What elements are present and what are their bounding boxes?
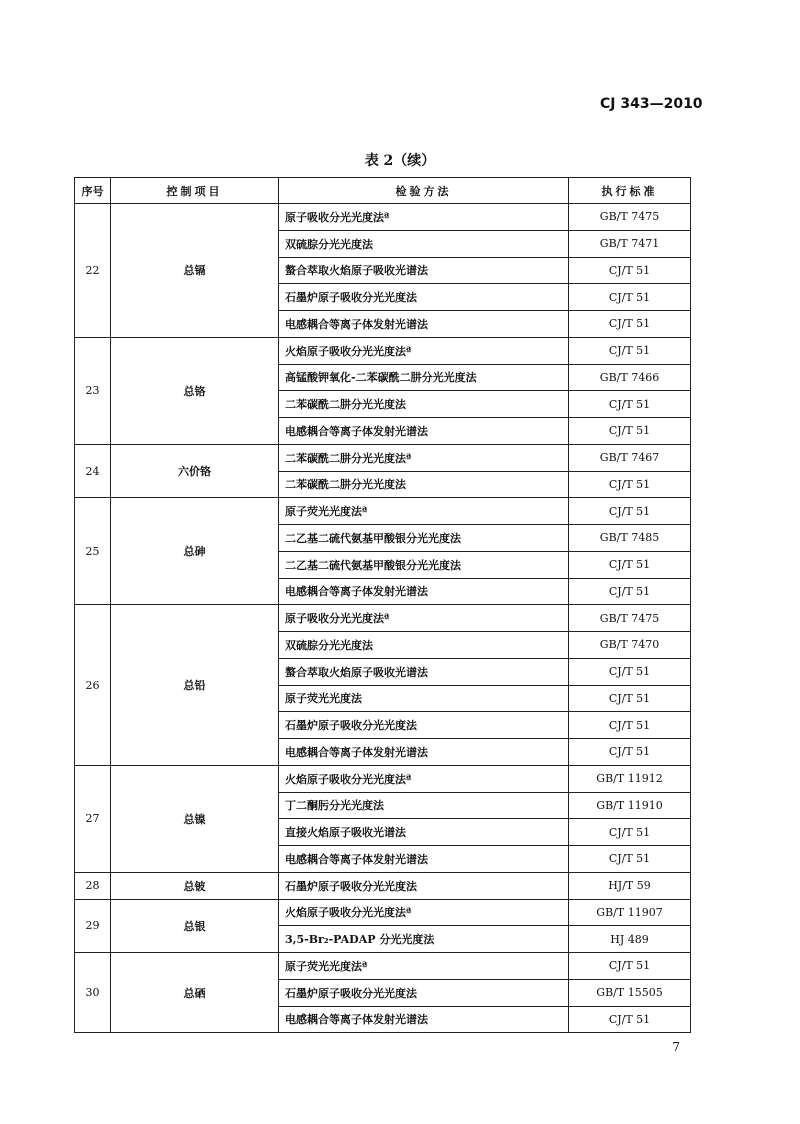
- standard-code: GB/T 11910: [569, 792, 691, 819]
- standard-code: CJ/T 51: [569, 819, 691, 846]
- test-method: 二乙基二硫代氨基甲酸银分光光度法: [279, 551, 569, 578]
- standard-code: CJ/T 51: [569, 578, 691, 605]
- standard-code: GB/T 7475: [569, 605, 691, 632]
- table-row: [75, 899, 691, 926]
- standard-code: CJ/T 51: [569, 257, 691, 284]
- page-number: 7: [672, 1040, 680, 1054]
- test-method: 火焰原子吸收分光光度法ª: [279, 337, 569, 364]
- row-number: 29: [75, 899, 111, 953]
- standard-code: CJ/T 51: [569, 685, 691, 712]
- standard-code: GB/T 11907: [569, 899, 691, 926]
- standard-code: GB/T 15505: [569, 979, 691, 1006]
- standard-code: GB/T 7466: [569, 364, 691, 391]
- table-body: [75, 204, 691, 1033]
- table-row: [75, 872, 691, 899]
- row-number: 23: [75, 337, 111, 444]
- header-item: 控制项目: [111, 178, 279, 204]
- table-row: [75, 765, 691, 792]
- table-title: 表 2（续）: [364, 153, 436, 169]
- standard-code: CJ/T 51: [569, 418, 691, 445]
- standard-code: CJ/T 51: [569, 846, 691, 873]
- standard-code: CJ/T 51: [569, 391, 691, 418]
- test-method: 螯合萃取火焰原子吸收光谱法: [279, 658, 569, 685]
- row-number: 30: [75, 953, 111, 1033]
- standard-code: HJ 489: [569, 926, 691, 953]
- table-header-row: [75, 178, 691, 204]
- header-no: 序号: [75, 178, 111, 204]
- test-method: 电感耦合等离子体发射光谱法: [279, 311, 569, 338]
- row-number: 26: [75, 605, 111, 766]
- standard-code: CJ/T 51: [569, 739, 691, 766]
- test-method: 原子荧光光度法ª: [279, 498, 569, 525]
- test-method: 电感耦合等离子体发射光谱法: [279, 846, 569, 873]
- test-method: 二乙基二硫代氨基甲酸银分光光度法: [279, 525, 569, 552]
- table-row: [75, 337, 691, 364]
- test-method: 螯合萃取火焰原子吸收光谱法: [279, 257, 569, 284]
- standard-code: CJ/T 51: [569, 1006, 691, 1033]
- test-method: 二苯碳酰二肼分光光度法: [279, 391, 569, 418]
- test-method: 双硫腙分光光度法: [279, 632, 569, 659]
- test-method: 石墨炉原子吸收分光光度法: [279, 284, 569, 311]
- row-number: 25: [75, 498, 111, 605]
- standard-code: CJ/T 51: [569, 498, 691, 525]
- control-item: 总铅: [111, 605, 279, 766]
- standard-code: CJ/T 51: [569, 712, 691, 739]
- standard-code: GB/T 7475: [569, 204, 691, 231]
- control-item: 总铬: [111, 337, 279, 444]
- standard-code: CJ/T 51: [569, 658, 691, 685]
- control-item: 总铍: [111, 872, 279, 899]
- table-row: [75, 953, 691, 980]
- test-method: 电感耦合等离子体发射光谱法: [279, 578, 569, 605]
- table-row: [75, 498, 691, 525]
- test-method: 直接火焰原子吸收光谱法: [279, 819, 569, 846]
- standard-code: GB/T 11912: [569, 765, 691, 792]
- table-row: [75, 605, 691, 632]
- test-method: 电感耦合等离子体发射光谱法: [279, 739, 569, 766]
- control-item: 总硒: [111, 953, 279, 1033]
- test-method: 原子吸收分光光度法ª: [279, 204, 569, 231]
- test-method: 二苯碳酰二肼分光光度法: [279, 471, 569, 498]
- test-method: 石墨炉原子吸收分光光度法: [279, 872, 569, 899]
- header-standard: 执行标准: [569, 178, 691, 204]
- standard-code: CJ/T 51: [569, 311, 691, 338]
- standard-code: CJ/T 51: [569, 551, 691, 578]
- row-number: 27: [75, 765, 111, 872]
- test-method: 二苯碳酰二肼分光光度法ª: [279, 444, 569, 471]
- test-method: 石墨炉原子吸收分光光度法: [279, 979, 569, 1006]
- header-method: 检验方法: [279, 178, 569, 204]
- test-method: 原子荧光光度法ª: [279, 953, 569, 980]
- table-row: [75, 204, 691, 231]
- table-row: [75, 444, 691, 471]
- methods-table: [74, 177, 691, 1033]
- standard-code: CJ/T 51: [569, 953, 691, 980]
- test-method: 高锰酸钾氧化-二苯碳酰二肼分光光度法: [279, 364, 569, 391]
- test-method: 丁二酮肟分光光度法: [279, 792, 569, 819]
- standard-code: GB/T 7467: [569, 444, 691, 471]
- test-method: 3,5-Br₂-PADAP 分光光度法: [279, 926, 569, 953]
- standard-code: CJ/T 51: [569, 337, 691, 364]
- test-method: 火焰原子吸收分光光度法ª: [279, 765, 569, 792]
- control-item: 总镉: [111, 204, 279, 338]
- standard-code: CJ/T 51: [569, 284, 691, 311]
- test-method: 石墨炉原子吸收分光光度法: [279, 712, 569, 739]
- standard-code: CJ/T 51: [569, 471, 691, 498]
- control-item: 六价铬: [111, 444, 279, 498]
- test-method: 电感耦合等离子体发射光谱法: [279, 1006, 569, 1033]
- document-id: CJ 343—2010: [600, 96, 703, 112]
- standard-code: GB/T 7470: [569, 632, 691, 659]
- standard-code: GB/T 7471: [569, 230, 691, 257]
- test-method: 原子吸收分光光度法ª: [279, 605, 569, 632]
- test-method: 原子荧光光度法: [279, 685, 569, 712]
- standard-code: GB/T 7485: [569, 525, 691, 552]
- row-number: 28: [75, 872, 111, 899]
- standard-code: HJ/T 59: [569, 872, 691, 899]
- control-item: 总镍: [111, 765, 279, 872]
- row-number: 24: [75, 444, 111, 498]
- test-method: 双硫腙分光光度法: [279, 230, 569, 257]
- row-number: 22: [75, 204, 111, 338]
- test-method: 电感耦合等离子体发射光谱法: [279, 418, 569, 445]
- test-method: 火焰原子吸收分光光度法ª: [279, 899, 569, 926]
- control-item: 总银: [111, 899, 279, 953]
- control-item: 总砷: [111, 498, 279, 605]
